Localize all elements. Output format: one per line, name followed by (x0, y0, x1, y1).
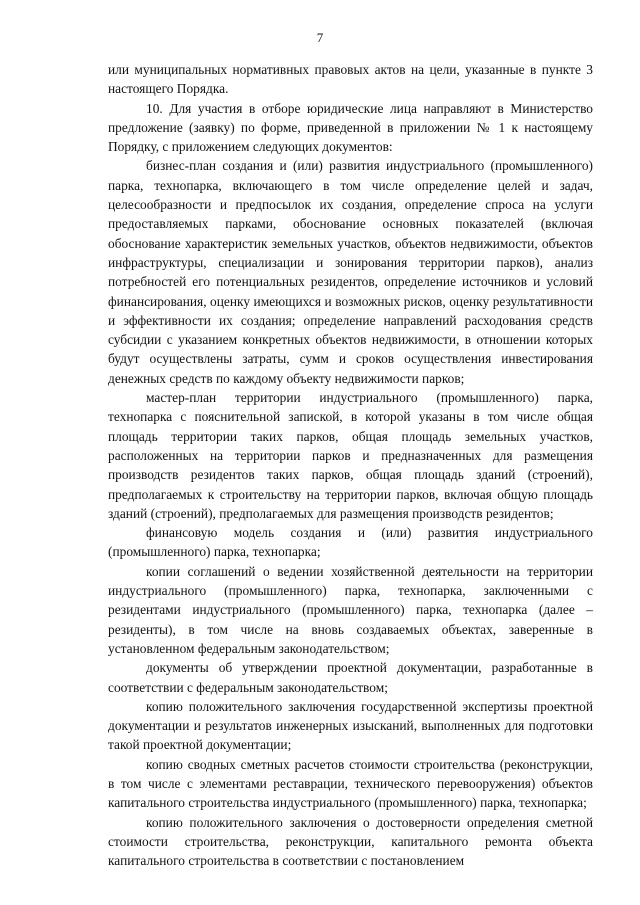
document-body (108, 60, 593, 870)
paragraph-cost-reliability: копию положительного заключения о достоверности определения сметной стоимости строительства, реконструкции, капитального ремонта объекта капитального строительства в соответствии с постановлением (108, 814, 593, 869)
paragraph-agreements: копии соглашений о ведении хозяйственной деятельности на территории индустриального (промышленного) парка, технопарка, заключенными с резидентами индустриального (промышленного) парка, технопарка (далее – резиденты), в том числе на вновь создаваемых объектах, заверенные в установленном федеральным законодательством; (108, 563, 593, 656)
paragraph-estimates: копию сводных сметных расчетов стоимости строительства (реконструкции, в том числе с элементами реставрации, технического перевооружения) объектов капитального строительства индустриального (промышленного) парка, технопарка; (108, 756, 593, 811)
paragraph-state-expertise: копию положительного заключения государственной экспертизы проектной документации и результатов инженерных изысканий, выполненных для подготовки такой проектной документации; (108, 698, 593, 753)
paragraph-continuation: или муниципальных нормативных правовых актов на цели, указанные в пункте 3 настоящего Порядка. (108, 62, 593, 97)
paragraph-business-plan: бизнес-план создания и (или) развития индустриального (промышленного) парка, технопарка, включающего в том числе определение целей и задач, целесообразности и предпосылок их создания, определение спроса на услуги предоставляемых парками, обоснование основных показателей (включая обоснование характеристик земельных участков, объектов недвижимости, объектов инфраструктуры, специализации и зонирования территории парков), анализ потребностей его потенциальных резидентов, определение источников и условий финансирования, оценку имеющихся и возможных рисков, оценку результативности и эффективности их создания; определение направлений расходования средств субсидии с указанием конкретных объектов недвижимости, в отношении которых будут осуществлены затраты, сумм и сроков осуществления инвестирования денежных средств по каждому объекту недвижимости парков; (108, 158, 593, 386)
page-number: 7 (316, 30, 324, 45)
paragraph-master-plan: мастер-план территории индустриального (промышленного) парка, технопарка с пояснительной запиской, в которой указаны в том числе общая площадь территории таких парков, общая площадь земельных участков, расположенных на территории парков и предназначенных для размещения производств резидентов таких парков, общая площадь зданий (строений), предполагаемых к строительству на территории парков, включая общую площадь зданий (строений), предполагаемых для размещения производств резидентов; (108, 390, 593, 521)
paragraph-project-docs: документы об утверждении проектной документации, разработанные в соответствии с федеральным законодательством; (108, 660, 593, 695)
paragraph-financial-model: финансовую модель создания и (или) развития индустриального (промышленного) парка, технопарка; (108, 525, 593, 560)
paragraph-item-10: 10. Для участия в отборе юридические лица направляют в Министерство предложение (заявку) по форме, приведенной в приложении № 1 к настоящему Порядку, с приложением следующих документов: (108, 100, 593, 155)
